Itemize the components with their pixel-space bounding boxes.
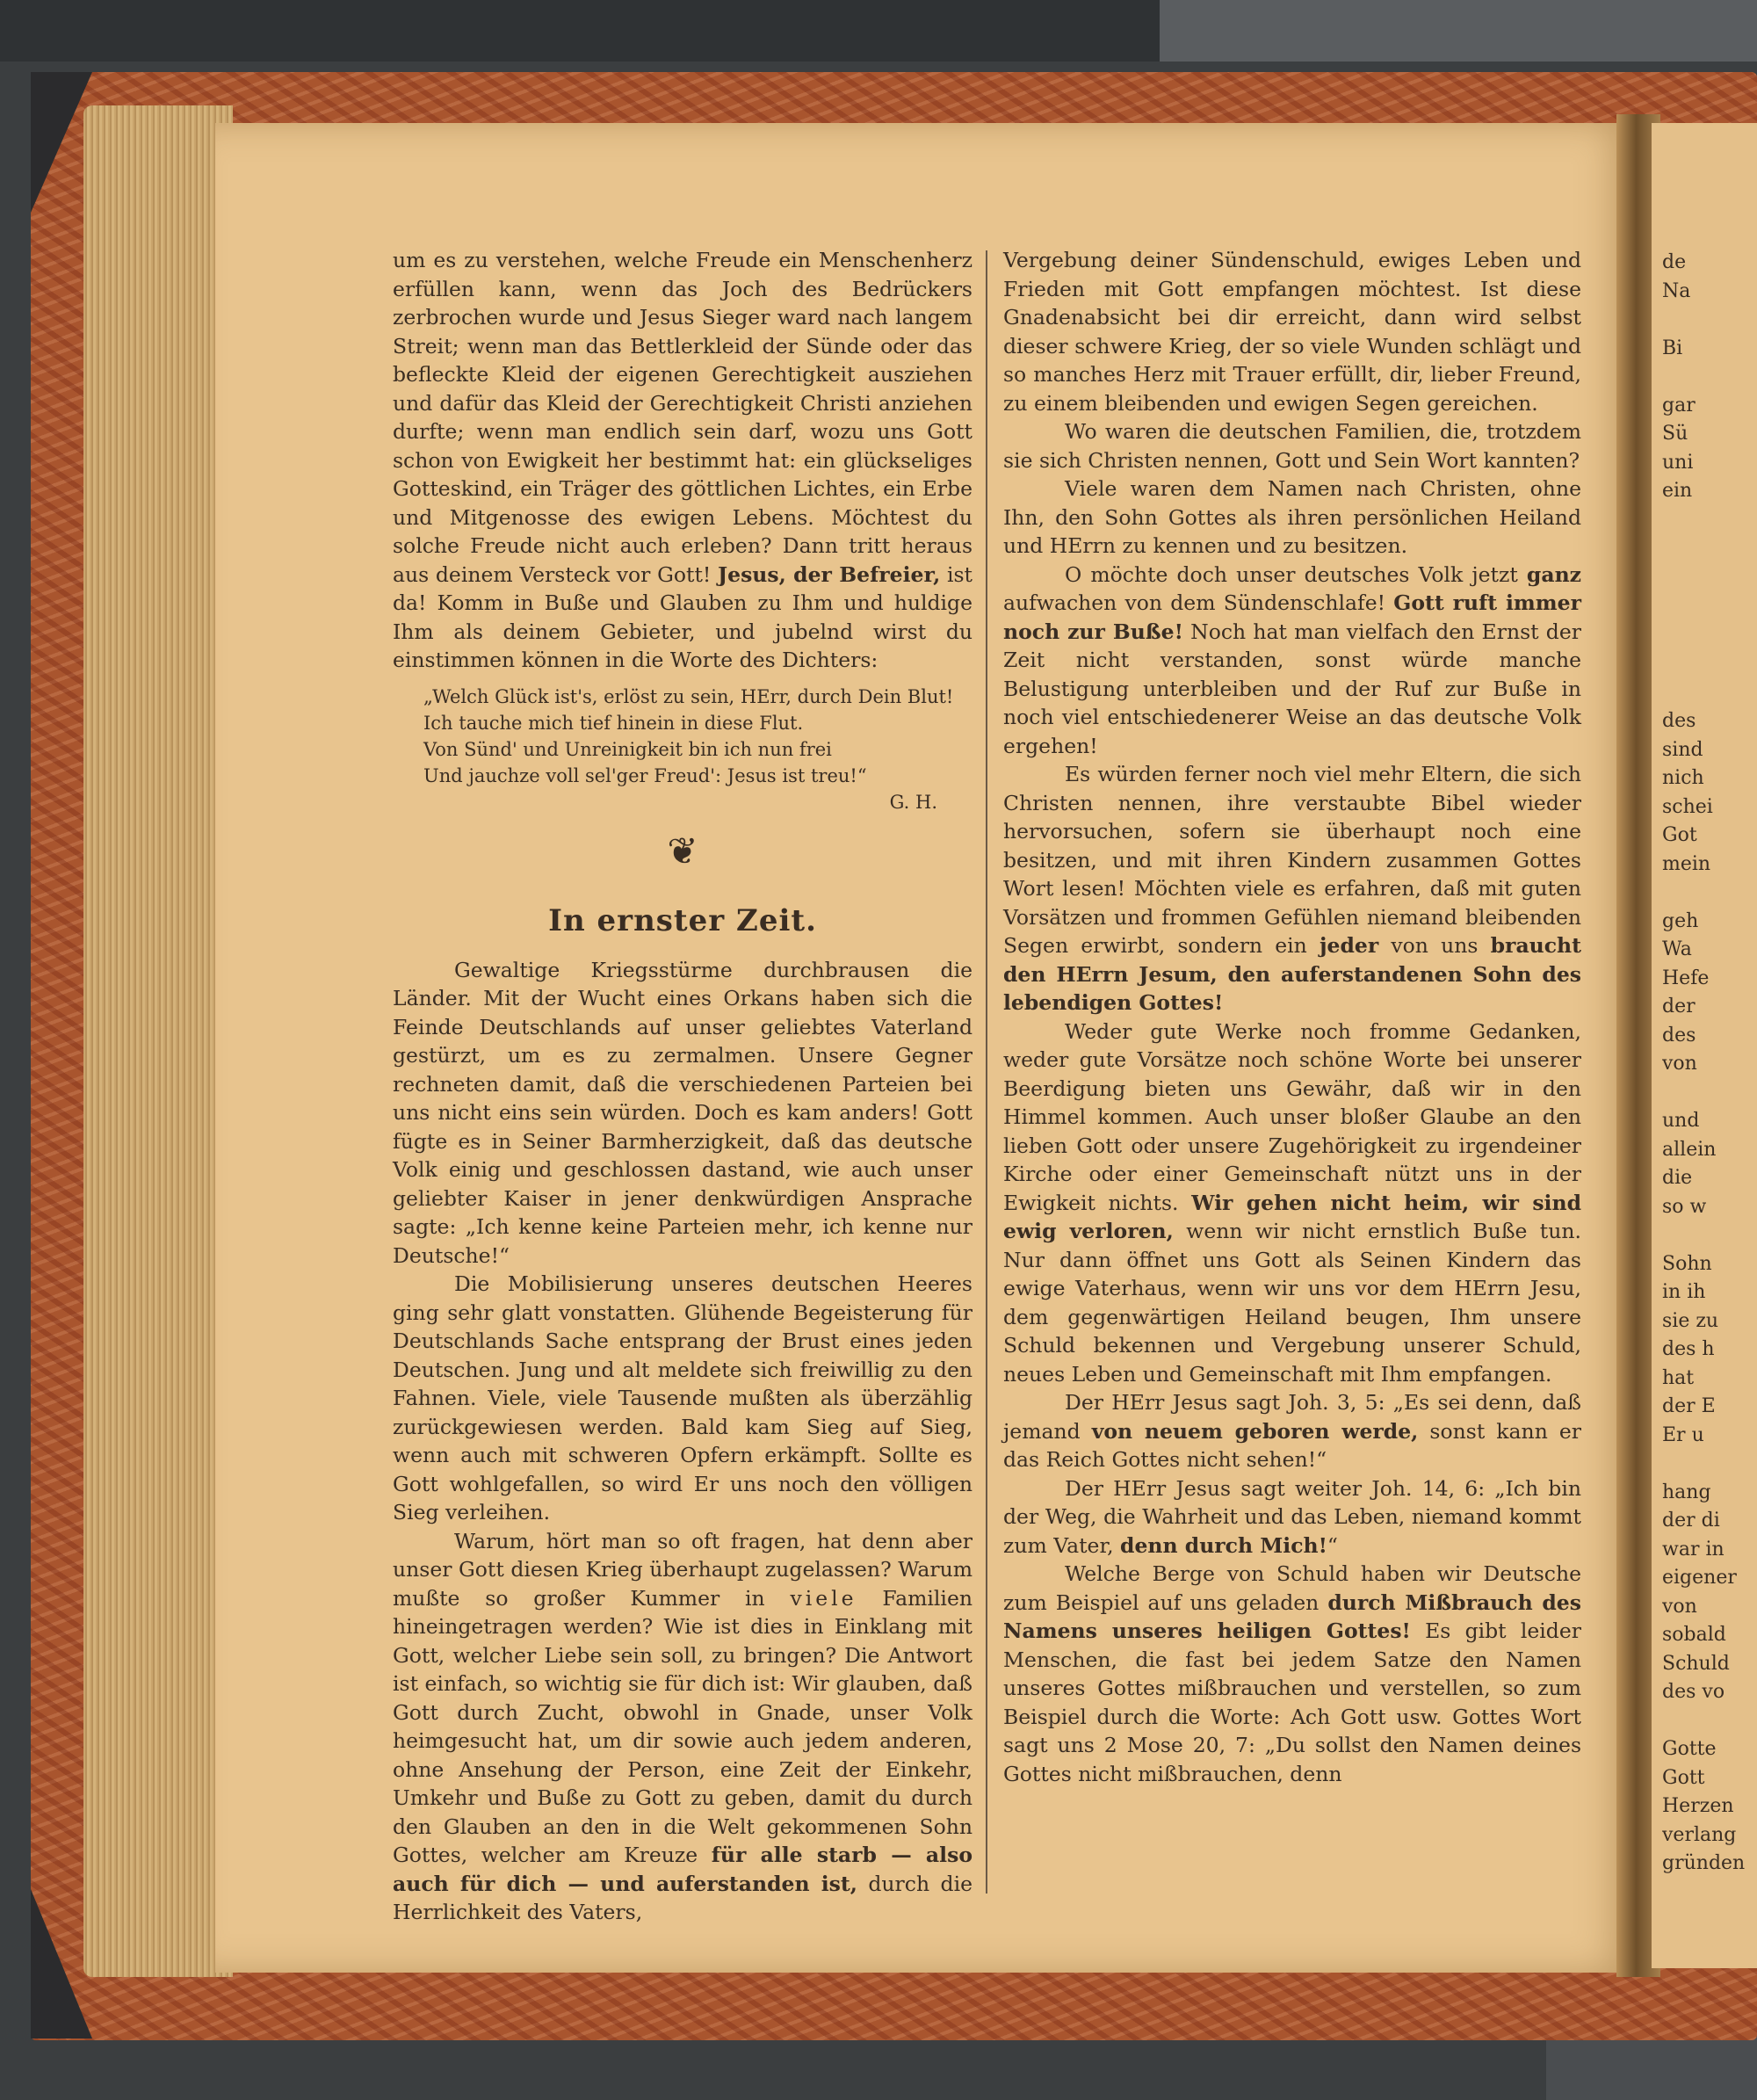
emphasis: ganz — [1526, 561, 1581, 587]
scanner-background-strip — [1160, 0, 1757, 62]
paragraph: Der HErr Jesus sagt Joh. 3, 5: „Es sei denn, daß jemand von neuem geboren werde, sonst kann er das Reich Gottes nicht sehen!“ — [1003, 1390, 1582, 1472]
emphasis: Gott ruft immer noch zur Buße! — [1003, 590, 1581, 644]
column-divider — [986, 250, 987, 1894]
page-stack-edges — [83, 105, 233, 1977]
paragraph: O möchte doch unser deutsches Volk jetzt ganz aufwachen von dem Sündenschlafe! Gott ruft immer noch zur Buße! Noch hat man vielfach den Ernst der Zeit nicht verstanden, sonst würde manche Belustigung unterbleiben und der Ruf zur Buße in noch viel entschiedenerer Weise an das deutsche Volk ergehen! — [1003, 561, 1581, 758]
facing-page-fragment-bottom: des sind nich schei Got mein geh Wa Hefe der des von und allein die so w Sohn in ih sie zu des h hat der E Er u hang der di war in eigener von sobald Schuld des vo Gotte Gott Herzen verlang gründen — [1662, 710, 1746, 1874]
paragraph: Warum, hört man so oft fragen, hat denn aber unser Gott diesen Krieg überhaupt zugelassen? Warum mußte so großer Kummer in viele Familien hineingetragen werden? Wie ist dies in Einklang mit Gott, welcher Liebe sein soll, zu bringen? Die Antwort ist einfach, so wichtig sie für dich ist: Wir glauben, daß Gott durch Zucht, obwohl in Gnade, unser Volk heimgesucht hat, um dir sowie auch jedem anderen, ohne Ansehung der Person, eine Zeit der Einkehr, Umkehr und Buße zu Gott zu geben, damit du durch den Glauben an den in die Welt gekommenen Sohn Gottes, welcher am Kreuze für alle starb — also auch für dich — und auferstanden ist, durch die Herrlichkeit des Vaters, — [393, 1528, 972, 1924]
poem-line: Und jauchze voll sel'ger Freud': Jesus ist treu!“ — [423, 764, 867, 786]
right-column — [1003, 246, 1581, 1788]
emphasis: für alle starb — also auch für dich — und auferstanden ist, — [393, 1843, 972, 1896]
emphasis: braucht den HErrn Jesum, den auferstandenen Sohn des lebendigen Gottes! — [1003, 933, 1581, 1015]
emphasis: denn durch Mich! — [1120, 1532, 1327, 1558]
paragraph: um es zu verstehen, welche Freude ein Menschenherz erfüllen kann, wenn das Joch des Bedrückers zerbrochen wurde und Jesus Sieger ward nach langem Streit; wenn man das Bettlerkleid der Sünde oder das befleckte Kleid der eigenen Gerechtigkeit ausziehen und dafür das Kleid der Gerechtigkeit Christi anziehen durfte; wenn man endlich sein darf, wozu uns Gott schon von Ewigkeit her bestimmt hat: ein glückseliges Gotteskind, ein Träger des göttlichen Lichtes, ein Erbe und Mitgenosse des ewigen Lebens. Möchtest du solche Freude nicht auch erleben? Dann tritt heraus aus deinem Versteck vor Gott! Jesus, der Befreier, ist da! Komm in Buße und Glauben zu Ihm und huldige Ihm als deinem Gebieter, und jubelnd wirst du einstimmen können in die Worte des Dichters: — [393, 248, 972, 672]
emphasis: Wir gehen nicht heim, wir sind ewig verloren, — [1003, 1190, 1582, 1243]
paragraph: Der HErr Jesus sagt weiter Joh. 14, 6: „Ich bin der Weg, die Wahrheit und das Leben, niemand kommt zum Vater, denn durch Mich!“ — [1003, 1475, 1581, 1558]
ornament-icon: ❦ — [667, 829, 698, 873]
signature: G. H. — [889, 791, 937, 813]
article-heading: In ernster Zeit. — [548, 902, 817, 938]
facing-page-fragment-top: de Na Bi gar Sü uni ein — [1662, 251, 1696, 502]
paragraph: Die Mobilisierung unseres deutschen Heeres ging sehr glatt vonstatten. Glühende Begeisterung für Deutschlands Sache entsprang der Brust eines jeden Deutschen. Jung und alt meldete sich freiwillig zu den Fahnen. Viele, viele Tausende mußten als überzählig zurückgewiesen werden. Bald kam Sieg auf Sieg, wenn auch mit schweren Opfern erkämpft. Sollte es Gott wohlgefallen, so wird Er uns noch den völligen Sieg verleihen. — [393, 1271, 972, 1524]
poem-line: Ich tauche mich tief hinein in diese Flut. — [423, 712, 804, 734]
emphasis: jeder — [1319, 933, 1379, 958]
paragraph: Welche Berge von Schuld haben wir Deutsche zum Beispiel auf uns geladen durch Mißbrauch des Namens unseres heiligen Gottes! Es gibt leider Menschen, die fast bei jedem Satze den Namen unseres Gottes mißbrauchen und verstellen, so zum Beispiel durch die Worte: Ach Gott usw. Gottes Wort sagt uns 2 Mose 20, 7: „Du sollst den Namen deines Gottes nicht mißbrauchen, denn — [1003, 1561, 1581, 1786]
spaced-emphasis: viele — [790, 1585, 857, 1611]
poem-line: „Welch Glück ist's, erlöst zu sein, HErr, durch Dein Blut! — [423, 685, 954, 707]
paragraph: Wo waren die deutschen Familien, die, trotzdem sie sich Christen nennen, Gott und Sein Wort kannten? — [1003, 419, 1581, 473]
left-column — [393, 246, 972, 1927]
paragraph: Es würden ferner noch viel mehr Eltern, die sich Christen nennen, ihre verstaubte Bibel wieder hervorsuchen, sofern sie überhaupt noch eine besitzen, und mit ihren Kindern zusammen Gottes Wort lesen! Möchten viele es erfahren, daß mit guten Vorsätzen und frommen Gefühlen niemand bleibenden Segen erwirbt, sondern ein jeder von uns braucht den HErrn Jesum, den auferstandenen Sohn des lebendigen Gottes! — [1003, 762, 1581, 1015]
emphasis: von neuem geboren werde, — [1091, 1418, 1419, 1444]
paragraph: Weder gute Werke noch fromme Gedanken, weder gute Vorsätze noch schöne Worte bei unserer Beerdigung bieten uns Gewähr, daß wir in den Himmel kommen. Auch unser bloßer Glaube an den lieben Gott oder unsere Zugehörigkeit zu irgendeiner Kirche oder einer Gemeinschaft nützt uns in der Ewigkeit nichts. Wir gehen nicht heim, wir sind ewig verloren, wenn wir nicht ernstlich Buße tun. Nur dann öffnet uns Gott als Seinen Kindern das ewige Vaterhaus, wenn wir uns vor dem HErrn Jesu, dem gegenwärtigen Heiland beugen, Ihm unsere Schuld bekennen und Vergebung unserer Schuld, neues Leben und Gemeinschaft mit Ihm empfangen. — [1003, 1018, 1582, 1387]
poem — [423, 684, 972, 815]
emphasis: durch Mißbrauch des Namens unseres heiligen Gottes! — [1003, 1589, 1581, 1643]
paragraph: Vergebung deiner Sündenschuld, ewiges Leben und Frieden mit Gott empfangen möchtest. Ist diese Gnadenabsicht bei dir erreicht, dann wird selbst dieser schwere Krieg, der so viele Wunden schlägt und so manches Herz mit Trauer erfüllt, dir, lieber Freund, zu einem bleibenden und ewigen Segen gereichen. — [1003, 248, 1581, 416]
emphasis: Jesus, der Befreier, — [718, 561, 941, 587]
poem-line: Von Sünd' und Unreinigkeit bin ich nun frei — [423, 738, 832, 760]
paragraph: Viele waren dem Namen nach Christen, ohne Ihn, den Sohn Gottes als ihren persönlichen Heiland und HErrn zu kennen und zu besitzen. — [1003, 476, 1581, 558]
paragraph: Gewaltige Kriegsstürme durchbrausen die Länder. Mit der Wucht eines Orkans haben sich die Feinde Deutschlands auf unser geliebtes Vaterland gestürzt, um es zu zermalmen. Unsere Gegner rechneten damit, daß die verschiedenen Parteien bei uns nicht eins sein würden. Doch es kam anders! Gott fügte es in Seiner Barmherzigkeit, daß das deutsche Volk einig und geschlossen dastand, wie auch unser geliebter Kaiser in jener denkwürdigen Ansprache sagte: „Ich kenne keine Parteien mehr, ich kenne nur Deutsche!“ — [393, 957, 972, 1268]
